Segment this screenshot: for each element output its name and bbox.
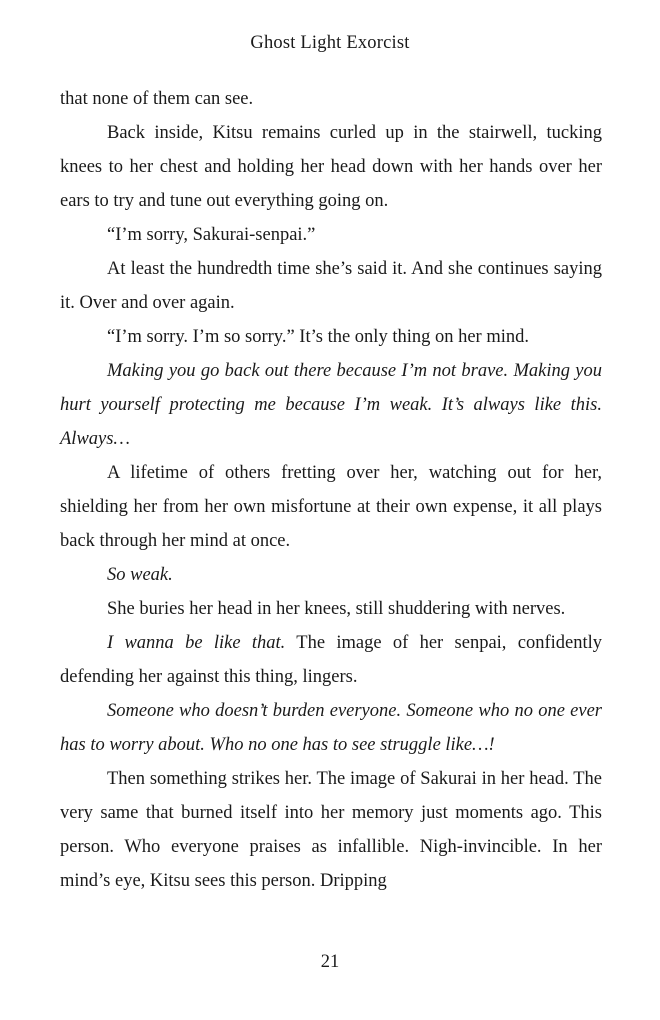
paragraph-7-italic: So weak. xyxy=(107,565,173,585)
running-head: Ghost Light Exorcist xyxy=(250,33,410,53)
paragraph-1: Back inside, Kitsu remains curled up in the stairwell, tucking knees to her chest and holding her head down with her hands over her ears to try and tune out everything going on. xyxy=(60,123,602,211)
paragraph-5-italic: Making you go back out there because I’m not brave. Making you hurt yourself protecting me because I’m weak. It’s always like this. Always… xyxy=(60,361,602,449)
paragraph-6: A lifetime of others fretting over her, watching out for her, shielding her from her own misfortune at their own expense, it all plays back through her mind at once. xyxy=(60,463,602,551)
paragraph-2: “I’m sorry, Sakurai-senpai.” xyxy=(107,225,316,245)
paragraph-0: that none of them can see. xyxy=(60,89,254,109)
paragraph-8: She buries her head in her knees, still shuddering with nerves. xyxy=(107,599,566,619)
paragraph-4: “I’m sorry. I’m so sorry.” It’s the only thing on her mind. xyxy=(107,327,529,347)
body-text xyxy=(60,82,602,898)
paragraph-9 xyxy=(60,626,602,694)
paragraph-3: At least the hundredth time she’s said it. And she continues saying it. Over and over again. xyxy=(60,259,602,313)
paragraph-10-italic: Someone who doesn’t burden everyone. Someone who no one ever has to worry about. Who no one has to see struggle like…! xyxy=(60,701,602,755)
paragraph-9-text: The image of her senpai, confidently defending her against this thing, lingers. xyxy=(60,633,602,687)
paragraph-9-italic-part: I wanna be like that. xyxy=(107,633,286,653)
paragraph-11: Then something strikes her. The image of Sakurai in her head. The very same that burned itself into her memory just moments ago. This person. Who everyone praises as infallible. Nigh-invincible. In her mind’s eye, Kitsu sees this person. Dripping xyxy=(60,769,602,891)
page-number: 21 xyxy=(320,952,340,972)
